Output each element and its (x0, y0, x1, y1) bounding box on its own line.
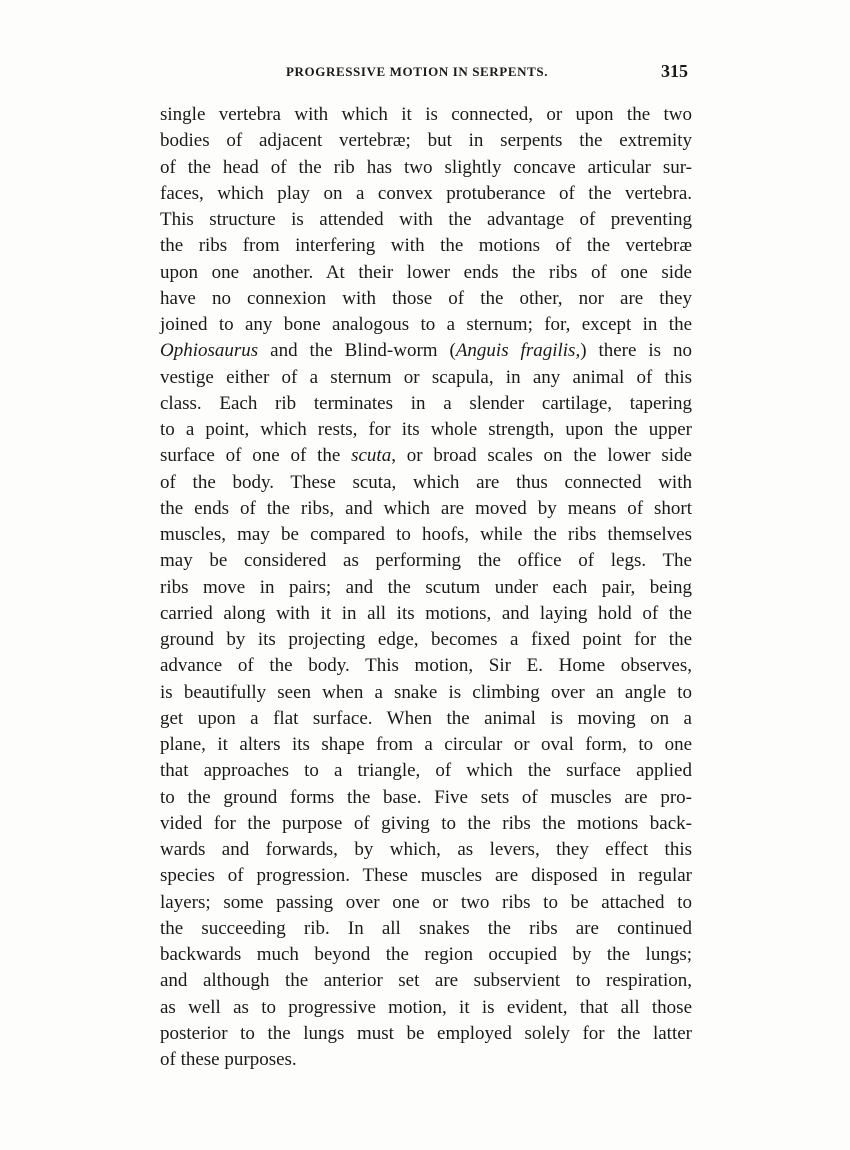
text-line: to a point, which rests, for its whole strength, upon the upper (160, 419, 692, 440)
page-number: 315 (661, 61, 688, 81)
text-line-with-italics (160, 443, 692, 469)
text-line: ground by its projecting edge, becomes a fixed point for the (160, 629, 692, 650)
text-line: may be considered as performing the office of legs. The (160, 550, 692, 572)
text-line: single vertebra with which it is connected, or upon the two (160, 104, 692, 125)
text-line: the succeeding rib. In all snakes the ribs are continued (160, 917, 692, 939)
text-line: posterior to the lungs must be employed solely for the latter (160, 1022, 692, 1044)
text-line: is beautifully seen when a snake is climbing over an angle to (160, 681, 692, 703)
text-line: the ends of the ribs, and which are moved by means of short (160, 497, 692, 519)
text-line: of the head of the rib has two slightly concave articular sur- (160, 156, 692, 178)
running-title: PROGRESSIVE MOTION IN SERPENTS. (286, 64, 549, 79)
text-line: joined to any bone analogous to a sternum; for, except in the (160, 314, 692, 335)
running-head (160, 61, 690, 86)
text-line-with-italics (160, 338, 692, 364)
text-fragment: ) there is no (580, 340, 692, 362)
text-line: to the ground forms the base. Five sets of muscles are pro- (160, 786, 692, 808)
text-line: that approaches to a triangle, of which the surface applied (160, 760, 692, 782)
italic-term-scuta: scuta (351, 445, 392, 467)
italic-term-ophiosaurus: Ophiosaurus (160, 340, 259, 362)
text-line: get upon a flat surface. When the animal is moving on a (160, 707, 692, 729)
text-line: faces, which play on a convex protuberance of the vertebra. (160, 182, 692, 204)
text-line: of the body. These scuta, which are thus connected with (160, 471, 692, 493)
text-line: class. Each rib terminates in a slender cartilage, tapering (160, 392, 692, 414)
text-line: of these purposes. (160, 1049, 297, 1070)
text-line: This structure is attended with the advantage of preventing (160, 209, 692, 230)
text-line: and although the anterior set are subservient to respiration, (160, 970, 692, 992)
text-line: advance of the body. This motion, Sir E. Home observes, (160, 655, 692, 677)
text-line: the ribs from interfering with the motions of the vertebræ (160, 235, 692, 257)
text-line: wards and forwards, by which, as levers, they effect this (160, 839, 692, 860)
text-line: have no connexion with those of the other, nor are they (160, 287, 692, 309)
text-fragment: and the Blind-worm ( (270, 340, 456, 362)
text-line: ribs move in pairs; and the scutum under each pair, being (160, 576, 692, 598)
text-line: as well as to progressive motion, it is evident, that all those (160, 996, 692, 1018)
text-line: vestige either of a sternum or scapula, in any animal of this (160, 366, 692, 388)
text-line: backwards much beyond the region occupied by the lungs; (160, 944, 692, 965)
text-line: carried along with it in all its motions, and laying hold of the (160, 602, 692, 624)
text-line: layers; some passing over one or two ribs to be attached to (160, 891, 692, 913)
text-line: vided for the purpose of giving to the ribs the motions back- (160, 812, 692, 834)
text-line: upon one another. At their lower ends the ribs of one side (160, 261, 692, 283)
italic-term-anguis-fragilis: Anguis fragilis, (455, 340, 581, 362)
text-line: bodies of adjacent vertebræ; but in serpents the extremity (160, 130, 692, 152)
text-line: muscles, may be compared to hoofs, while the ribs themselves (160, 524, 692, 545)
text-line: species of progression. These muscles are disposed in regular (160, 865, 692, 887)
body-paragraph (160, 102, 692, 1073)
text-fragment: surface of one of the (160, 445, 341, 467)
text-line: plane, it alters its shape from a circular or oval form, to one (160, 734, 692, 755)
text-fragment: , or broad scales on the lower side (391, 445, 692, 467)
